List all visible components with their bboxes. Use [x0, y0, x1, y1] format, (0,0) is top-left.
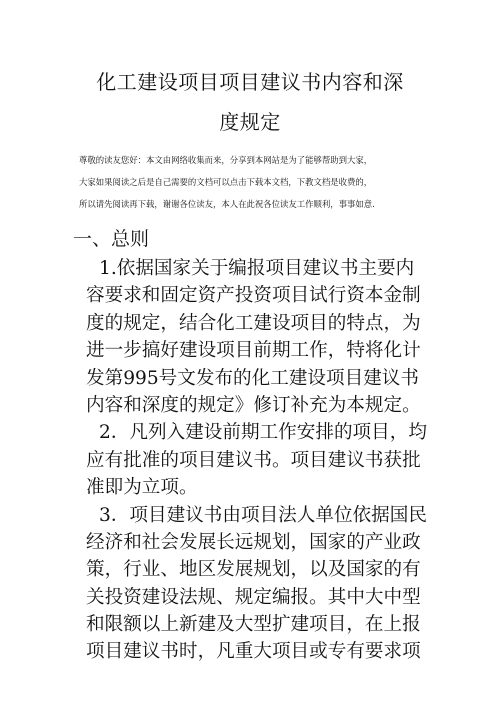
notice-line: 尊敬的读友您好：本文由网络收集而来，分享到本网站是为了能够帮助到大家， — [79, 155, 373, 165]
body-line: 和限额以上新建及大型扩建项目，在上报 — [86, 614, 421, 636]
body-line: 进一步搞好建设项目前期工作，特将化计 — [86, 340, 421, 362]
notice-line: 所以请先阅读再下载，谢谢各位读友，本人在此祝各位读友工作顺利，事事如意. — [79, 199, 375, 209]
body-line: 1.依据国家关于编报项目建议书主要内 — [99, 258, 415, 279]
body-line: 3．项目建议书由项目法人单位依据国民 — [99, 504, 427, 526]
body-line: 策，行业、地区发展规划，以及国家的有 — [86, 559, 421, 581]
body-text — [86, 255, 430, 666]
document-title-line-2: 度规定 — [219, 110, 281, 134]
reader-notice — [79, 149, 431, 215]
body-line: 度的规定，结合化工建设项目的特点，为 — [86, 312, 421, 334]
document-title-line-1: 化工建设项目项目建议书内容和深 — [96, 70, 404, 94]
body-line: 容要求和固定资产投资项目试行资本金制 — [86, 285, 421, 307]
body-line: 经济和社会发展长远规划，国家的产业政 — [86, 531, 421, 553]
body-line: 内容和深度的规定》修订补充为本规定。 — [86, 394, 421, 416]
body-line: 项目建议书时，凡重大项目或专有要求项 — [86, 641, 421, 663]
notice-line: 大家如果阅读之后是自己需要的文档可以点击下载本文档，下教文档是收费的， — [79, 177, 373, 187]
body-line: 发第995号文发布的化工建设项目建议书 — [86, 367, 419, 389]
body-line: 应有批准的项目建议书。项目建议书获批 — [86, 449, 421, 471]
section-heading: 一、总则 — [73, 228, 150, 250]
body-line: 2．凡列入建设前期工作安排的项目，均 — [99, 422, 427, 444]
body-line: 准即为立项。 — [86, 477, 198, 499]
body-line: 关投资建设法规、规定编报。其中大中型 — [86, 586, 421, 608]
